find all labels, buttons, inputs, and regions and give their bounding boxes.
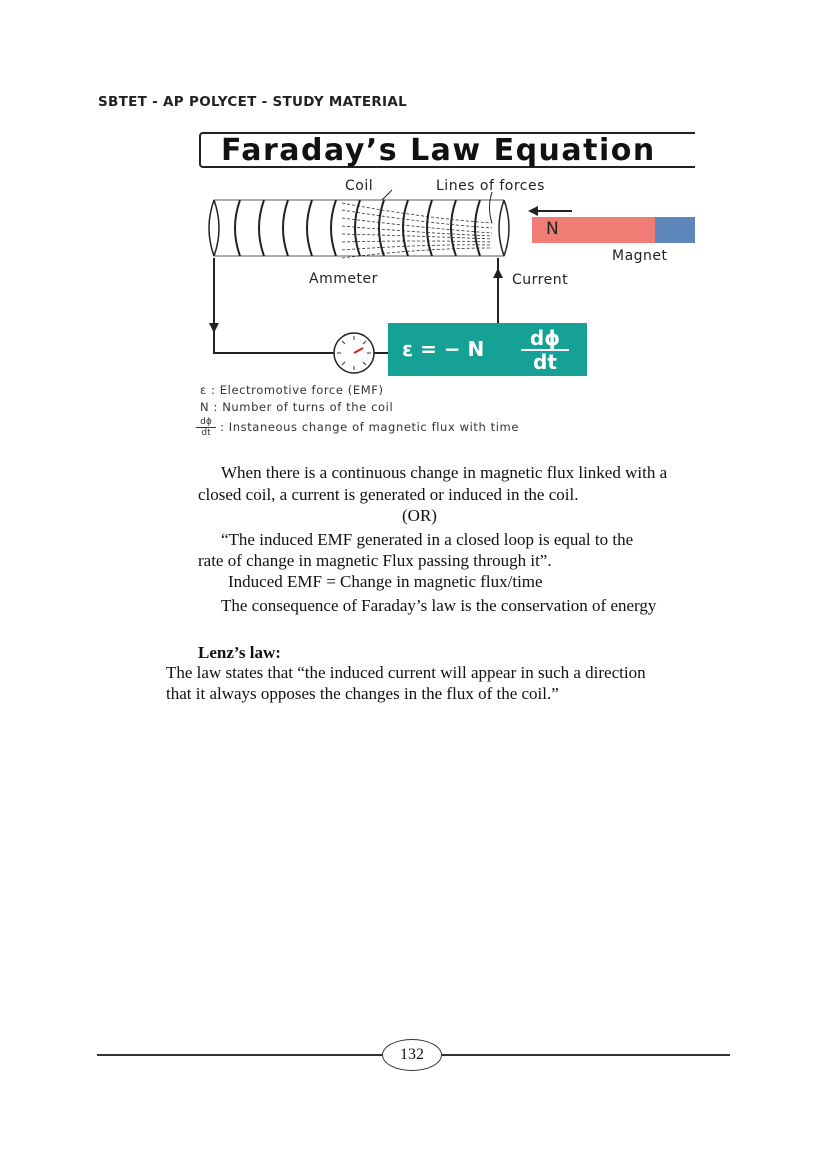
magnet-north-pole	[532, 217, 655, 243]
page-header: SBTET - AP POLYCET - STUDY MATERIAL	[98, 94, 408, 110]
paragraph-line-2: closed coil, a current is generated or induced in the coil.	[198, 485, 579, 504]
lenz-line-1: The law states that “the induced current will appear in such a direction	[166, 663, 646, 682]
lines-of-forces-label: Lines of forces	[436, 178, 545, 194]
page-number: 132	[382, 1039, 442, 1071]
consequence-line: The consequence of Faraday’s law is the conservation of energy	[221, 596, 657, 615]
footer-rule-right	[441, 1054, 730, 1056]
legend-flux-numerator: dϕ	[196, 417, 216, 428]
equation-denominator: dt	[533, 350, 557, 374]
equation-lhs: ε = − N	[402, 337, 485, 361]
equation-numerator: dϕ	[521, 327, 569, 351]
legend-flux-denominator: dt	[201, 428, 211, 438]
magnet-label: Magnet	[612, 248, 668, 264]
paragraph-line-1: When there is a continuous change in magnetic flux linked with a	[221, 463, 668, 482]
ammeter-label: Ammeter	[309, 271, 378, 287]
figure-title: Faraday’s Law Equation	[221, 133, 656, 168]
lenz-heading: Lenz’s law:	[198, 643, 281, 662]
figure-title-box	[199, 132, 695, 168]
coil-loops	[209, 200, 509, 256]
quote-line-2: rate of change in magnetic Flux passing through it”.	[198, 551, 552, 570]
legend-flux-fraction	[196, 417, 216, 438]
emf-formula: Induced EMF = Change in magnetic flux/time	[228, 572, 543, 591]
footer-rule-left	[97, 1054, 383, 1056]
faraday-figure	[192, 128, 695, 458]
field-lines	[342, 203, 492, 258]
legend-turns: N : Number of turns of the coil	[200, 400, 394, 414]
down-arrow	[209, 323, 219, 333]
legend-emf: ε : Electromotive force (EMF)	[200, 383, 384, 397]
up-arrow	[493, 268, 503, 278]
equation-box	[388, 323, 587, 376]
coil-label: Coil	[345, 178, 374, 194]
ammeter-dial	[334, 333, 374, 373]
lenz-line-2: that it always opposes the changes in the flux of the coil.”	[166, 684, 559, 703]
motion-arrow	[528, 206, 572, 216]
current-label: Current	[512, 272, 569, 288]
magnet-south-pole	[655, 217, 695, 243]
magnet-pole-label: N	[546, 219, 559, 239]
legend-flux: : Instaneous change of magnetic flux with time	[220, 420, 520, 434]
equation-fraction	[521, 327, 569, 373]
quote-line-1: “The induced EMF generated in a closed loop is equal to the	[221, 530, 634, 549]
or-separator: (OR)	[402, 506, 437, 525]
